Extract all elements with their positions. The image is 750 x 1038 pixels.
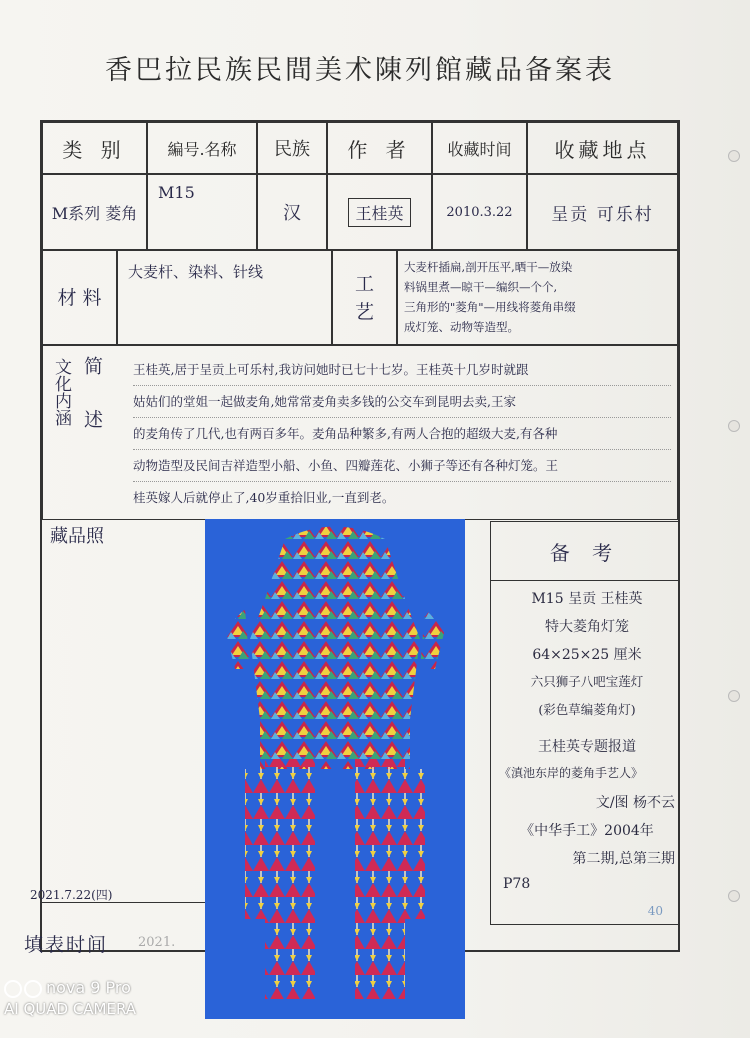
camera-logo-icon xyxy=(4,980,22,998)
record-code: M15 xyxy=(147,174,257,250)
note-line: 王桂英专题报道 xyxy=(538,739,636,755)
craft-description xyxy=(397,250,678,345)
craft-label: 工 艺 xyxy=(332,250,397,345)
artifact-photo xyxy=(205,519,465,1019)
header-author: 作 者 xyxy=(327,122,432,174)
fill-label: 填表时间 xyxy=(24,934,109,956)
header-collect-time: 收藏时间 xyxy=(432,122,527,174)
craft-line: 三角形的"菱角"—用线将菱角串缀 xyxy=(404,300,576,314)
note-line: 特大菱角灯笼 xyxy=(545,619,629,635)
binder-hole xyxy=(728,420,740,432)
binder-holes xyxy=(724,0,744,1038)
note-line: 文/图 杨不云 xyxy=(595,795,675,811)
photo-label: 藏品照 xyxy=(50,526,104,547)
record-ethnic: 汉 xyxy=(257,174,327,250)
notes-box xyxy=(490,521,680,925)
note-line: 第二期,总第三期 xyxy=(572,851,675,867)
culture-line: 姑姑们的堂姐一起做麦角,她常常麦角卖多钱的公交车到昆明去卖,王家 xyxy=(133,386,671,418)
record-author-cell xyxy=(327,174,432,250)
culture-label-cell xyxy=(42,345,127,520)
camera-logo-icon xyxy=(24,980,42,998)
note-line: 64×25×25 厘米 xyxy=(532,647,642,663)
fill-value: 2021. xyxy=(138,935,176,950)
notes-label: 备 考 xyxy=(491,522,679,581)
note-line: (彩色草编菱角灯) xyxy=(538,702,636,717)
material-value: 大麦杆、染料、针线 xyxy=(117,250,332,345)
culture-line: 的麦角传了几代,也有两百多年。麦角品种繁多,有两人合抱的超级大麦,有各种 xyxy=(133,418,671,450)
binder-hole xyxy=(728,150,740,162)
record-collect-place: 呈贡 可乐村 xyxy=(527,174,678,250)
watermark-line1: nova 9 Pro xyxy=(46,978,131,997)
camera-watermark-model xyxy=(4,978,131,998)
culture-line: 桂英嫁人后就停止了,40岁重拾旧业,一直到老。 xyxy=(133,490,395,505)
binder-hole xyxy=(728,890,740,902)
note-line: 六只狮子八吧宝莲灯 xyxy=(530,674,644,689)
craft-line: 大麦杆插扁,剖开压平,晒干—放染 xyxy=(404,260,573,274)
camera-watermark-sub: AI QUAD CAMERA xyxy=(4,1000,137,1018)
culture-line: 动物造型及民间吉祥造型小船、小鱼、四瓣莲花、小狮子等还有各种灯笼。王 xyxy=(133,450,671,482)
fill-date: 2021.7.22(四) xyxy=(30,888,113,902)
binder-hole xyxy=(728,690,740,702)
header-ethnic: 民族 xyxy=(257,122,327,174)
lantern-illustration xyxy=(205,519,465,1019)
page-title: 香巴拉民族民間美术陳列館藏品备案表 xyxy=(105,55,615,86)
header-collect-place: 收藏地点 xyxy=(527,122,678,174)
culture-line: 王桂英,居于呈贡上可乐村,我访问她时已七十七岁。王桂英十几岁时就跟 xyxy=(133,354,671,386)
header-code-name: 編号.名称 xyxy=(147,122,257,174)
header-category: 类 别 xyxy=(42,122,147,174)
record-author: 王桂英 xyxy=(348,198,410,227)
craft-line: 成灯笼、动物等造型。 xyxy=(404,320,519,334)
note-line: 《滇池东岸的菱角手艺人》 xyxy=(499,766,644,780)
note-line: 《中华手工》2004年 xyxy=(520,823,654,839)
note-line: M15 呈贡 王桂英 xyxy=(531,591,643,607)
record-category: M系列 菱角 xyxy=(42,174,147,250)
page-mark: 40 xyxy=(647,904,663,918)
note-line: P78 xyxy=(503,876,531,892)
record-collect-time: 2010.3.22 xyxy=(432,174,527,250)
craft-line: 料锅里煮—晾干—编织—个个, xyxy=(404,280,558,294)
culture-description xyxy=(127,345,678,520)
culture-sublabel: 简 述 xyxy=(81,356,103,443)
culture-label: 文化内涵 xyxy=(51,358,71,426)
material-label: 材 料 xyxy=(42,250,117,345)
